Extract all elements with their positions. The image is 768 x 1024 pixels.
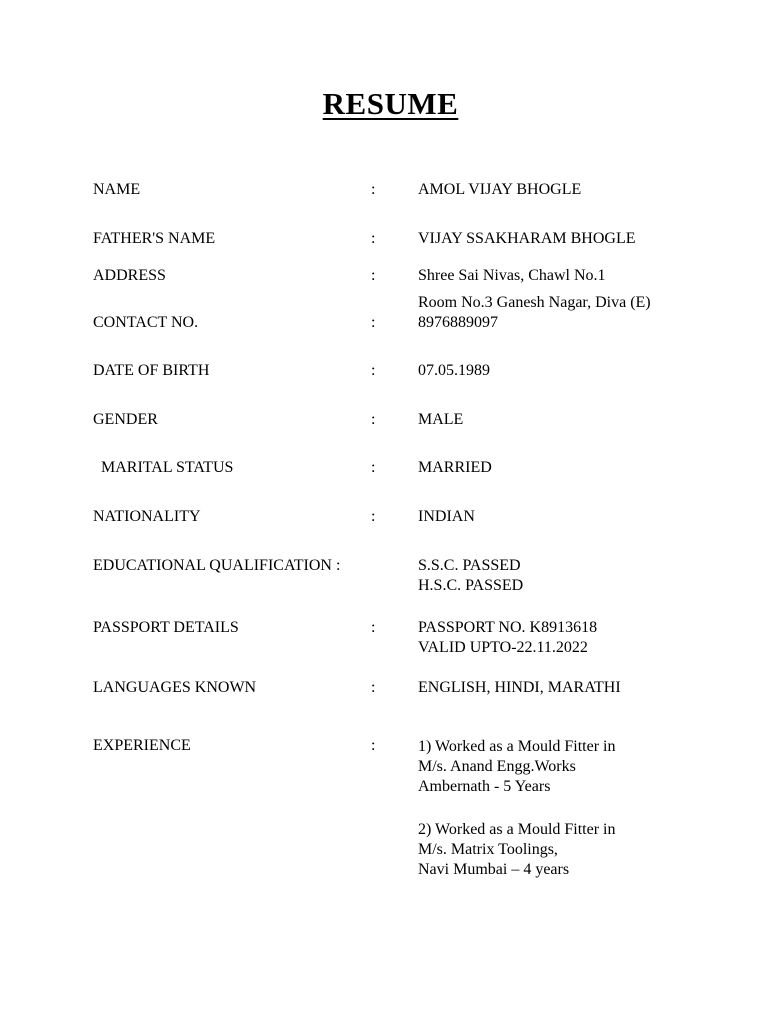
resume-title xyxy=(0,86,768,122)
passport-label: PASSPORT DETAILS xyxy=(93,619,239,636)
nationality-separator: : xyxy=(371,508,376,525)
experience-job-2 xyxy=(418,820,616,880)
resume-title-text: RESUME xyxy=(322,86,459,121)
contact-separator: : xyxy=(371,314,376,331)
passport-validity: VALID UPTO-22.11.2022 xyxy=(418,639,588,656)
passport-value xyxy=(418,618,597,658)
dob-value: 07.05.1989 xyxy=(418,362,490,379)
passport-separator: : xyxy=(371,619,376,636)
job-2-line-2: M/s. Matrix Toolings, xyxy=(418,841,558,858)
gender-separator: : xyxy=(371,411,376,428)
name-label: NAME xyxy=(93,181,141,198)
address-separator: : xyxy=(371,267,376,284)
nationality-value: INDIAN xyxy=(418,508,475,525)
name-separator: : xyxy=(371,181,376,198)
fathers-name-value: VIJAY SSAKHARAM BHOGLE xyxy=(418,230,636,247)
fathers-name-label: FATHER'S NAME xyxy=(93,230,216,247)
contact-label: CONTACT NO. xyxy=(93,314,199,331)
education-line-2: H.S.C. PASSED xyxy=(418,577,524,594)
experience-separator: : xyxy=(371,737,376,754)
education-line-1: S.S.C. PASSED xyxy=(418,557,521,574)
contact-value: 8976889097 xyxy=(418,314,498,331)
marital-status-separator: : xyxy=(371,459,376,476)
experience-label: EXPERIENCE xyxy=(93,737,191,754)
dob-separator: : xyxy=(371,362,376,379)
experience-job-1 xyxy=(418,737,616,797)
name-value: AMOL VIJAY BHOGLE xyxy=(418,181,582,198)
job-1-line-3: Ambernath - 5 Years xyxy=(418,778,551,795)
job-2-line-3: Navi Mumbai – 4 years xyxy=(418,861,570,878)
education-label: EDUCATIONAL QUALIFICATION : xyxy=(93,557,341,574)
marital-status-value: MARRIED xyxy=(418,459,492,476)
address-line-2: Room No.3 Ganesh Nagar, Diva (E) xyxy=(418,294,651,311)
gender-label: GENDER xyxy=(93,411,158,428)
dob-label: DATE OF BIRTH xyxy=(93,362,210,379)
languages-separator: : xyxy=(371,679,376,696)
address-line-1: Shree Sai Nivas, Chawl No.1 xyxy=(418,267,606,284)
nationality-label: NATIONALITY xyxy=(93,508,201,525)
languages-value: ENGLISH, HINDI, MARATHI xyxy=(418,679,621,696)
job-1-line-2: M/s. Anand Engg.Works xyxy=(418,758,576,775)
languages-label: LANGUAGES KNOWN xyxy=(93,679,257,696)
job-2-line-1: 2) Worked as a Mould Fitter in xyxy=(418,821,616,838)
fathers-name-separator: : xyxy=(371,230,376,247)
education-value xyxy=(418,556,523,596)
job-1-line-1: 1) Worked as a Mould Fitter in xyxy=(418,738,616,755)
address-label: ADDRESS xyxy=(93,267,166,284)
passport-number: PASSPORT NO. K8913618 xyxy=(418,619,598,636)
gender-value: MALE xyxy=(418,411,464,428)
marital-status-label: MARITAL STATUS xyxy=(101,459,234,476)
